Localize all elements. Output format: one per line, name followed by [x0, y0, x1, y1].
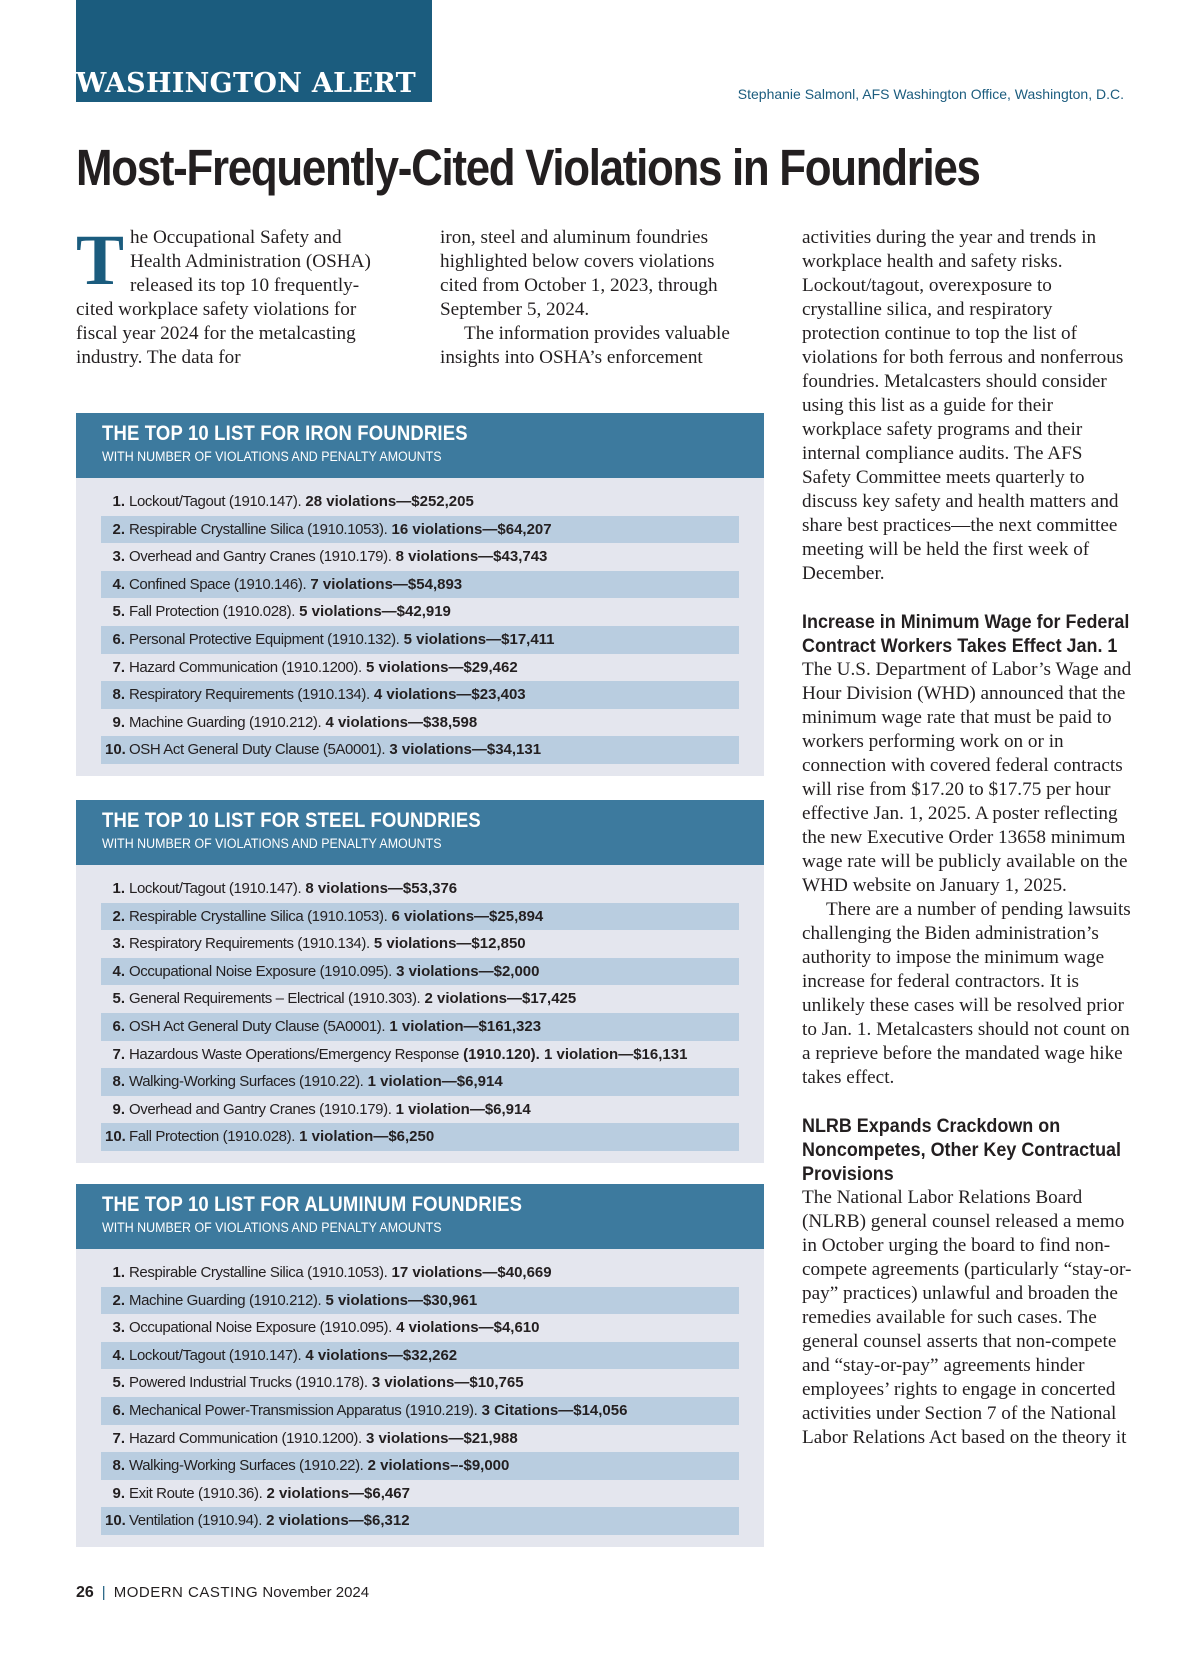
table-subtitle: WITH NUMBER OF VIOLATIONS AND PENALTY AMOUNTS: [102, 449, 442, 464]
osha-paragraph: activities during the year and trends in workplace health and safety risks. Lockout/tagout, overexposure to crystalline silica, and respiratory protection continue to top the list of violations for both ferrous and nonferrous foundries. Metalcasters should consider using this list as a guide for their workplace safety programs and their internal compliance audits. The AFS Safety Committee meets quarterly to discuss key safety and health matters and share best practices—the next committee meeting will be held the first week of December.: [802, 227, 1124, 584]
aluminum-foundries-table: [76, 1184, 764, 1547]
table-row: 9. Overhead and Gantry Cranes (1910.179). 1 violation—$6,914: [112, 1100, 531, 1118]
table-row: 9. Machine Guarding (1910.212). 4 violations—$38,598: [112, 713, 478, 731]
table-rows: [76, 478, 764, 764]
table-subtitle: WITH NUMBER OF VIOLATIONS AND PENALTY AMOUNTS: [102, 1220, 442, 1235]
table-row: 2. Machine Guarding (1910.212). 5 violations—$30,961: [101, 1287, 739, 1315]
table-row: 10. OSH Act General Duty Clause (5A0001). 3 violations—$34,131: [101, 736, 739, 764]
table-row: 1. Respirable Crystalline Silica (1910.1053). 17 violations—$40,669: [112, 1264, 552, 1281]
table-row: 6. Mechanical Power-Transmission Apparatus (1910.219). 3 Citations—$14,056: [101, 1397, 739, 1425]
table-rows: [76, 865, 764, 1151]
table-title: THE TOP 10 LIST FOR IRON FOUNDRIES: [102, 422, 468, 445]
table-row: 2. Respirable Crystalline Silica (1910.1053). 16 violations—$64,207: [101, 516, 739, 544]
intro-text: he Occupational Safety and Health Administration (OSHA) released its top 10 frequently-cited workplace safety violations for fiscal year 2024 for the metalcasting industry. The data for: [76, 227, 371, 368]
table-row: 3. Overhead and Gantry Cranes (1910.179). 8 violations—$43,743: [112, 548, 548, 566]
table-row: 5. Powered Industrial Trucks (1910.178). 3 violations—$10,765: [112, 1374, 524, 1392]
table-row: 4. Lockout/Tagout (1910.147). 4 violations—$32,262: [101, 1342, 739, 1370]
minimum-wage-subhead: Increase in Minimum Wage for Federal Contract Workers Takes Effect Jan. 1: [802, 611, 1130, 657]
table-row: 7. Hazard Communication (1910.1200). 5 violations—$29,462: [112, 658, 518, 676]
table-row: 10. Ventilation (1910.94). 2 violations—$6,312: [101, 1507, 739, 1535]
table-row: 8. Walking-Working Surfaces (1910.22). 1 violation—$6,914: [101, 1068, 739, 1096]
byline: Stephanie Salmonl, AFS Washington Office, Washington, D.C.: [737, 86, 1124, 102]
intro-column-1: [76, 220, 390, 370]
table-header: [76, 1184, 764, 1249]
table-title: THE TOP 10 LIST FOR ALUMINUM FOUNDRIES: [102, 1193, 523, 1216]
page-number: 26: [76, 1584, 94, 1601]
table-row: 3. Respiratory Requirements (1910.134). 5 violations—$12,850: [112, 935, 526, 953]
minimum-wage-paragraph-2: There are a number of pending lawsuits challenging the Biden administration’s authority to impose the minimum wage increase for federal contractors. It is unlikely these cases will be resolved prior to Jan. 1. Metalcasters should not count on a reprieve before the mandated wage hike takes effect.: [802, 899, 1131, 1088]
table-row: 5. General Requirements – Electrical (1910.303). 2 violations—$17,425: [112, 990, 577, 1008]
table-row: 3. Occupational Noise Exposure (1910.095). 4 violations—$4,610: [112, 1319, 540, 1337]
table-title: THE TOP 10 LIST FOR STEEL FOUNDRIES: [102, 809, 481, 832]
table-row: 7. Hazard Communication (1910.1200). 3 violations—$21,988: [112, 1429, 518, 1447]
magazine-name: MODERN CASTING: [113, 1584, 259, 1601]
table-row: 1. Lockout/Tagout (1910.147). 8 violations—$53,376: [112, 880, 458, 897]
nlrb-paragraph: The National Labor Relations Board (NLRB) general counsel released a memo in October urging the board to find non-compete agreements (particularly “stay-or-pay” practices) unlawful and broaden the remedies available for such cases. The general counsel asserts that non-compete and “stay-or-pay” agreements hinder employees’ rights to engage in concerted activities under Section 7 of the National Labor Relations Act based on the theory it: [802, 1187, 1132, 1448]
table-header: [76, 413, 764, 478]
table-row: 6. OSH Act General Duty Clause (5A0001). 1 violation—$161,323: [101, 1013, 739, 1041]
iron-foundries-table: [76, 413, 764, 776]
table-row: 8. Respiratory Requirements (1910.134). 4 violations—$23,403: [101, 681, 739, 709]
footer-separator: |: [101, 1584, 106, 1601]
table-row: 2. Respirable Crystalline Silica (1910.1053). 6 violations—$25,894: [101, 903, 739, 931]
table-row: 9. Exit Route (1910.36). 2 violations—$6,467: [112, 1484, 410, 1502]
intro-col2-paragraph-2: The information provides valuable insights into OSHA’s enforcement: [440, 323, 730, 368]
minimum-wage-paragraph-1: The U.S. Department of Labor’s Wage and Hour Division (WHD) announced that the minimum wage rate that must be paid to workers performing work on or in connection with covered federal contracts will rise from $17.20 to $17.75 per hour effective Jan. 1, 2025. A poster reflecting the new Executive Order 13658 minimum wage rate will be publicly available on the WHD website on January 1, 2025.: [802, 659, 1132, 896]
intro-paragraph: [76, 220, 390, 370]
page-footer: [76, 1584, 369, 1602]
table-row: 5. Fall Protection (1910.028). 5 violations—$42,919: [112, 603, 451, 621]
table-row: 1. Lockout/Tagout (1910.147). 28 violations—$252,205: [112, 493, 474, 510]
table-header: [76, 800, 764, 865]
intro-column-2: [440, 226, 754, 370]
nlrb-subhead: NLRB Expands Crackdown on Noncompetes, Other Key Contractual Provisions: [802, 1115, 1121, 1185]
section-label: WASHINGTON ALERT: [76, 68, 416, 99]
table-subtitle: WITH NUMBER OF VIOLATIONS AND PENALTY AMOUNTS: [102, 836, 442, 851]
table-row: 4. Confined Space (1910.146). 7 violations—$54,893: [101, 571, 739, 599]
table-row: 7. Hazardous Waste Operations/Emergency Response (1910.120). 1 violation—$16,131: [112, 1045, 688, 1063]
table-row: 8. Walking-Working Surfaces (1910.22). 2 violations–-$9,000: [101, 1452, 739, 1480]
table-row: 10. Fall Protection (1910.028). 1 violation—$6,250: [101, 1123, 739, 1151]
steel-foundries-table: [76, 800, 764, 1163]
dropcap: T: [76, 220, 125, 300]
table-rows: [76, 1249, 764, 1535]
table-row: 4. Occupational Noise Exposure (1910.095). 3 violations—$2,000: [101, 958, 739, 986]
intro-col2-paragraph-1: iron, steel and aluminum foundries highlighted below covers violations cited from October 1, 2023, through September 5, 2024.: [440, 227, 718, 320]
table-row: 6. Personal Protective Equipment (1910.132). 5 violations—$17,411: [101, 626, 739, 654]
issue-date: November 2024: [262, 1584, 370, 1601]
article-column-3: [802, 226, 1132, 1450]
page-title: Most-Frequently-Cited Violations in Foundries: [76, 139, 980, 196]
